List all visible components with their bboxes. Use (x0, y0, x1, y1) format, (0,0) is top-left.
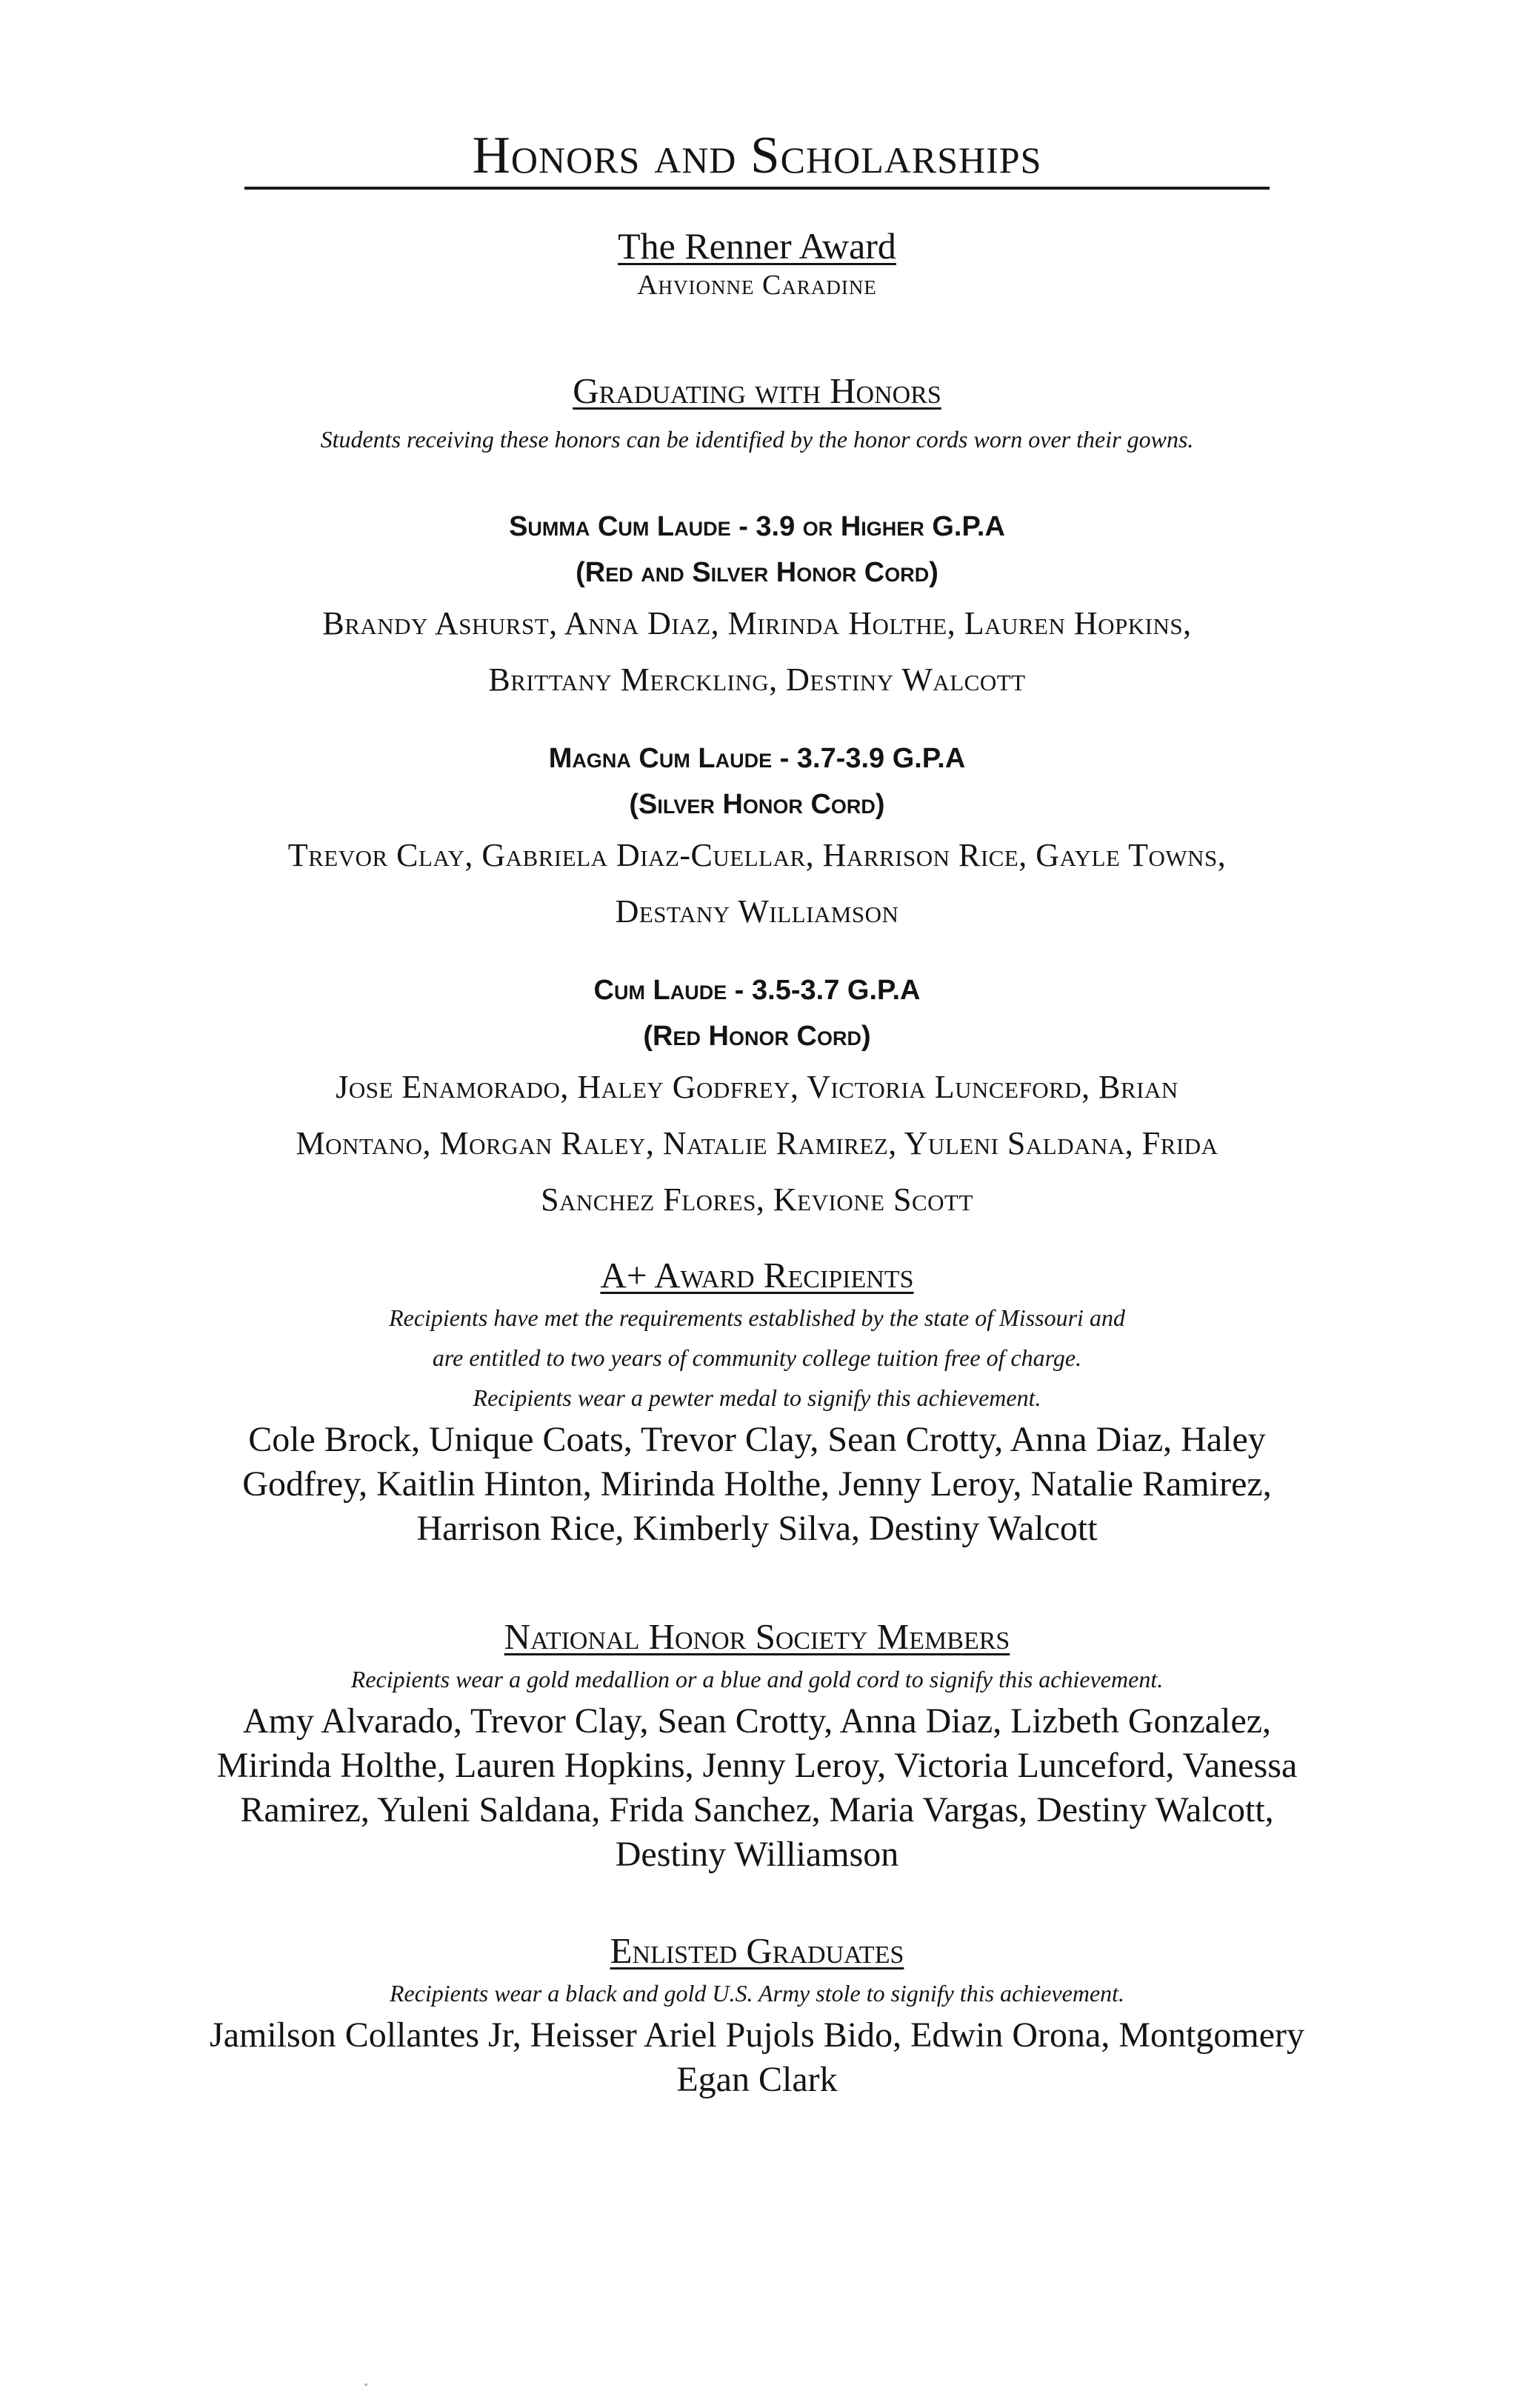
enlisted-names-line: Jamilson Collantes Jr, Heisser Ariel Pujols Bido, Edwin Orona, Montgomery (210, 2015, 1304, 2055)
nhs-names-line: Amy Alvarado, Trevor Clay, Sean Crotty, Anna Diaz, Lizbeth Gonzalez, (242, 1701, 1272, 1741)
a-plus-heading: A+ Award Recipients (600, 1255, 914, 1295)
cum-laude-cord: (Red Honor Cord) (643, 1021, 871, 1052)
a-plus-note-line: Recipients wear a pewter medal to signify this achievement. (473, 1384, 1041, 1411)
graduating-honors-heading: Graduating with Honors (573, 370, 941, 411)
renner-award-recipient: Ahvionne Caradine (637, 270, 877, 301)
enlisted-heading: Enlisted Graduates (610, 1930, 904, 1971)
cum-laude-names-line: Montano, Morgan Raley, Natalie Ramirez, Yuleni Saldana, Frida (296, 1125, 1218, 1161)
cum-laude-names-line: Sanchez Flores, Kevione Scott (541, 1181, 973, 1218)
a-plus-note-line: are entitled to two years of community college tuition free of charge. (432, 1344, 1082, 1371)
summa-cum-laude-section (193, 504, 1321, 708)
nhs-names-line: Mirinda Holthe, Lauren Hopkins, Jenny Leroy, Victoria Lunceford, Vanessa (216, 1746, 1298, 1785)
enlisted-note: Recipients wear a black and gold U.S. Army stole to signify this achievement. (389, 1980, 1125, 2007)
a-plus-names-line: Godfrey, Kaitlin Hinton, Mirinda Holthe, Jenny Leroy, Natalie Ramirez, (242, 1464, 1272, 1504)
a-plus-names-line: Cole Brock, Unique Coats, Trevor Clay, Sean Crotty, Anna Diaz, Haley (248, 1420, 1266, 1459)
nhs-note: Recipients wear a gold medallion or a blue and gold cord to signify this achievement. (350, 1666, 1164, 1692)
summa-cord: (Red and Silver Honor Cord) (576, 557, 938, 588)
renner-award-title: The Renner Award (618, 225, 896, 267)
summa-title: Summa Cum Laude - 3.9 or Higher G.P.A (509, 511, 1005, 542)
cum-laude-section (193, 967, 1321, 1228)
cum-laude-title: Cum Laude - 3.5-3.7 G.P.A (593, 975, 921, 1006)
nhs-names-line: Ramirez, Yuleni Saldana, Frida Sanchez, Maria Vargas, Destiny Walcott, (240, 1790, 1274, 1830)
enlisted-names-line: Egan Clark (676, 2060, 838, 2099)
magna-title: Magna Cum Laude - 3.7-3.9 G.P.A (548, 743, 966, 774)
enlisted-section (193, 1929, 1321, 2102)
graduating-honors-note: Students receiving these honors can be identified by the honor cords worn over their gowns. (320, 426, 1194, 453)
renner-award-section (193, 224, 1321, 302)
summa-names-line: Brandy Ashurst, Anna Diaz, Mirinda Holthe, Lauren Hopkins, (322, 605, 1192, 641)
magna-cord: (Silver Honor Cord) (629, 789, 885, 820)
magna-names-line: Destany Williamson (615, 893, 899, 930)
cum-laude-names-line: Jose Enamorado, Haley Godfrey, Victoria Lunceford, Brian (336, 1069, 1178, 1105)
a-plus-section (193, 1253, 1321, 1551)
page-title-block (244, 124, 1270, 187)
magna-names-line: Trevor Clay, Gabriela Diaz-Cuellar, Harrison Rice, Gayle Towns, (287, 837, 1227, 873)
page-title: Honors and Scholarships (472, 127, 1042, 184)
nhs-names-line: Destiny Williamson (615, 1835, 899, 1874)
magna-cum-laude-section (193, 736, 1321, 940)
summa-names-line: Brittany Merckling, Destiny Walcott (488, 661, 1026, 698)
a-plus-names-line: Harrison Rice, Kimberly Silva, Destiny Walcott (416, 1509, 1098, 1548)
nhs-heading: National Honor Society Members (504, 1616, 1010, 1657)
title-rule (244, 187, 1270, 190)
a-plus-note-line: Recipients have met the requirements established by the state of Missouri and (389, 1304, 1125, 1331)
nhs-section (193, 1615, 1321, 1877)
scan-speck (364, 2384, 367, 2386)
graduating-honors-section (193, 369, 1321, 459)
